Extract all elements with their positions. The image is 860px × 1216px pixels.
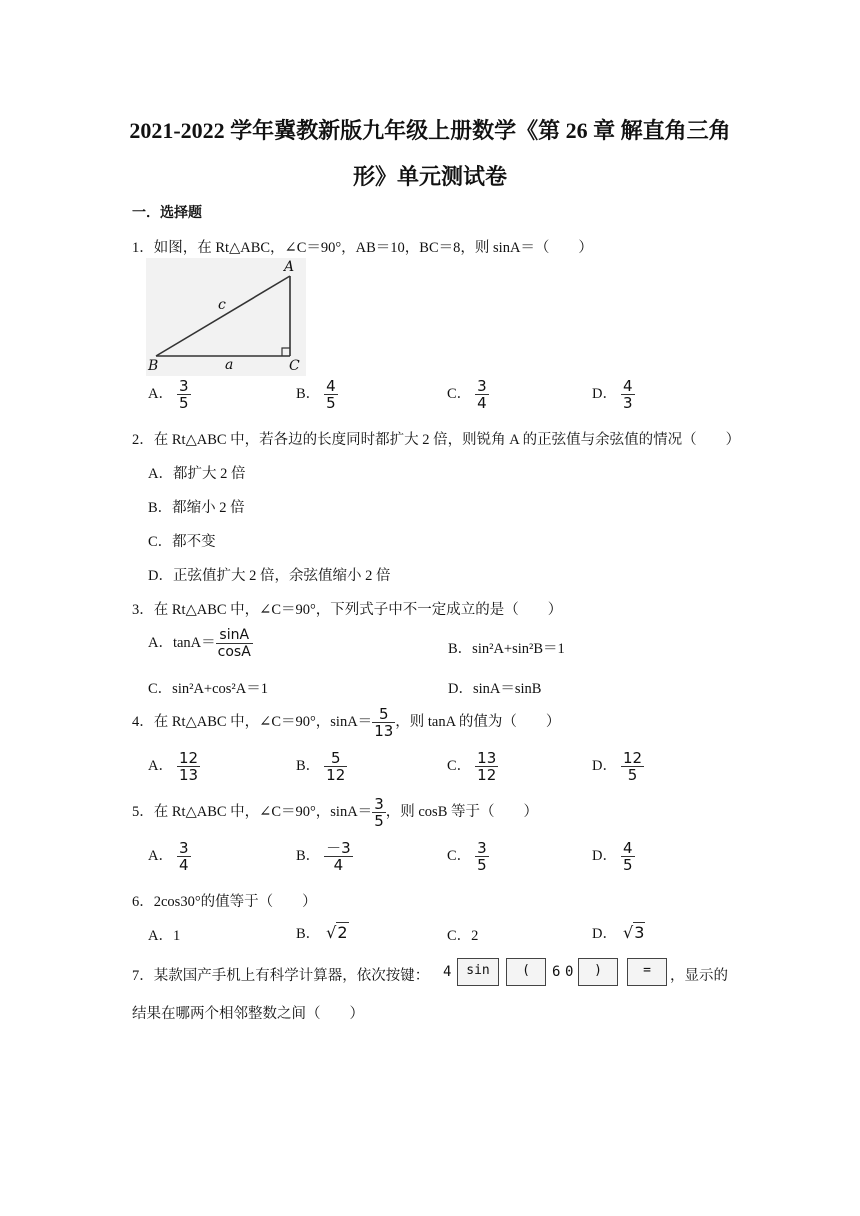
question-text-part: 5．在 Rt△ABC 中，∠C＝90°，sinA＝ (132, 803, 373, 820)
option-label: A． (148, 847, 173, 864)
option-label: B． (296, 757, 321, 774)
fraction: $\frac{4}{5}$ (622, 839, 633, 874)
fraction: $\frac{3}{5}$ (178, 377, 189, 412)
question-7-text: 7．某款国产手机上有科学计算器，依次按键： (132, 968, 430, 984)
page-title-line2: 形》单元测试卷 (352, 164, 507, 189)
page-title-line1: 2021-2022 学年冀教新版九年级上册数学《第 26 章 解直角三角 (129, 118, 731, 143)
fraction: $\frac{3}{5}$ (374, 795, 384, 830)
fraction: $\frac{5}{12}$ (326, 749, 346, 784)
fraction: $\frac{4}{5}$ (326, 377, 336, 412)
fraction: $\frac{\sin A}{\cos A}$ (217, 627, 251, 660)
question-7-text-tail: ，显示的 (670, 968, 728, 984)
question-text-part: ，则 tanA 的值为（ ） (395, 713, 561, 730)
q4-option-c[interactable] (447, 750, 498, 783)
q6-option-b[interactable] (296, 922, 349, 943)
option-label: C． (447, 757, 472, 774)
fraction: $\frac{3}{4}$ (178, 839, 189, 874)
fraction: $\frac{12}{13}$ (178, 749, 199, 784)
fraction: $\frac{4}{3}$ (622, 377, 633, 412)
q2-option-b[interactable]: B．都缩小 2 倍 (148, 500, 245, 516)
q5-option-b[interactable] (296, 840, 353, 873)
key-right-paren: ) (578, 958, 618, 986)
q2-option-d[interactable]: D．正弦值扩大 2 倍，余弦值缩小 2 倍 (148, 568, 391, 584)
question-7-line2: 结果在哪两个相邻整数之间（ ） (132, 1006, 364, 1022)
q4-option-d[interactable] (592, 750, 644, 783)
option-label: C． (447, 847, 472, 864)
q4-option-a[interactable] (148, 750, 200, 783)
sqrt-expression: √2 (326, 923, 348, 942)
option-label: A． (148, 757, 173, 774)
option-label: D． (592, 385, 617, 402)
key-digit-6: 6 (552, 964, 561, 980)
q6-option-a[interactable]: A．1 (148, 928, 181, 944)
side-c-label: c (218, 297, 226, 313)
q2-option-c[interactable]: C．都不变 (148, 534, 216, 550)
question-4-text (132, 706, 560, 739)
q3-option-a[interactable] (148, 627, 253, 660)
vertex-c-label: C (289, 358, 300, 374)
q4-option-b[interactable] (296, 750, 347, 783)
key-sin: sin (457, 958, 499, 986)
question-1-text: 1．如图，在 Rt△ABC，∠C＝90°，AB＝10，BC＝8，则 sinA＝（ ） (132, 240, 593, 256)
option-label: D． (592, 757, 617, 774)
q6-option-d[interactable] (592, 922, 645, 943)
key-digit-0: 0 (565, 964, 574, 980)
vertex-a-label: A (284, 259, 295, 275)
option-label: A． (148, 385, 173, 402)
q1-option-c[interactable] (447, 378, 489, 411)
option-label: B． (296, 847, 321, 864)
option-text: A．tanA＝ (148, 634, 216, 651)
q5-option-d[interactable] (592, 840, 635, 873)
key-equals: = (627, 958, 667, 986)
fraction: $\frac{3}{4}$ (477, 377, 487, 412)
fraction: $\frac{13}{12}$ (477, 749, 497, 784)
section-heading: 一．选择题 (132, 206, 202, 221)
fraction: $\frac{3}{5}$ (477, 839, 487, 874)
key-digit-4: 4 (443, 964, 452, 980)
q3-option-c[interactable]: C．sin²A+cos²A＝1 (148, 681, 268, 697)
key-left-paren: ( (506, 958, 546, 986)
fraction: $\frac{5}{13}$ (374, 705, 394, 740)
option-label: C． (447, 385, 472, 402)
question-3-text: 3．在 Rt△ABC 中，∠C＝90°，下列式子中不一定成立的是（ ） (132, 602, 563, 618)
sqrt-expression: √3 (622, 923, 645, 942)
q1-option-d[interactable] (592, 378, 635, 411)
fraction: $\frac{-3}{4}$ (326, 839, 351, 874)
vertex-b-label: B (148, 358, 159, 374)
fraction: $\frac{12}{5}$ (622, 749, 643, 784)
option-label: B． (296, 926, 321, 942)
option-label: D． (592, 926, 617, 942)
q2-option-a[interactable]: A．都扩大 2 倍 (148, 466, 246, 482)
q1-option-a[interactable] (148, 378, 191, 411)
q3-option-b[interactable]: B．sin²A+sin²B＝1 (448, 641, 565, 657)
q5-option-a[interactable] (148, 840, 191, 873)
option-label: B． (296, 385, 321, 402)
option-label: D． (592, 847, 617, 864)
q3-option-d[interactable]: D．sinA＝sinB (448, 681, 542, 697)
side-a-label: a (225, 357, 234, 373)
question-2-text: 2．在 Rt△ABC 中，若各边的长度同时都扩大 2 倍，则锐角 A 的正弦值与余弦值的情况（ ） (132, 432, 741, 448)
question-6-text: 6．2cos30°的值等于（ ） (132, 894, 317, 910)
q5-option-c[interactable] (447, 840, 489, 873)
question-text-part: 4．在 Rt△ABC 中，∠C＝90°，sinA＝ (132, 713, 373, 730)
q6-option-c[interactable]: C．2 (447, 928, 479, 944)
question-text-part: ，则 cosB 等于（ ） (385, 803, 538, 820)
q1-option-b[interactable] (296, 378, 338, 411)
question-5-text (132, 796, 538, 829)
